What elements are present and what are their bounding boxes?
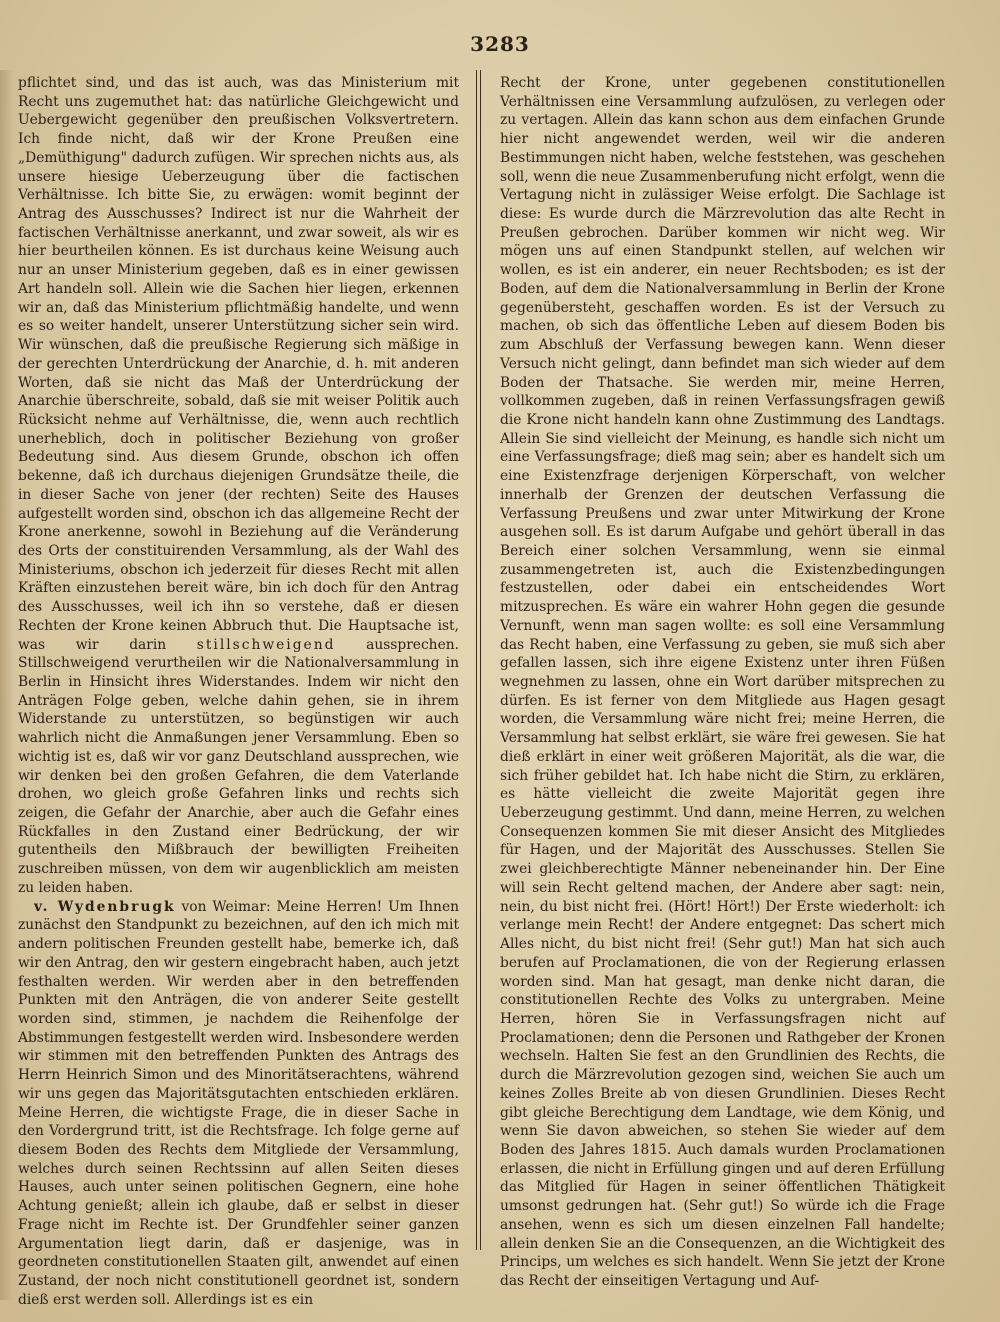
paragraph xyxy=(18,898,459,1310)
paragraph xyxy=(500,74,945,1291)
left-column xyxy=(18,74,459,1309)
paragraph-text: pflichtet sind, und das ist auch, was das Ministerium mit Recht uns zugemuthet hat: das natürliche Gleichgewicht und Uebergewicht gegenüber den preußischen Volksvertretern. Ich finde nicht, daß wir der Krone Preußen eine „Demüthigung" dadurch zufügen. Wir sprechen nichts aus, als unsere hiesige Ueberzeugung über die factischen Verhältnisse. Ich bitte Sie, zu erwägen: womit beginnt der Antrag des Ausschusses? Indirect ist nur die Wahrheit der factischen Verhältnisse anerkannt, und zwar soweit, als wir es hier beurtheilen können. Es ist durchaus keine Weisung auch nur an unser Ministerium gegeben, daß es in einer gewissen Art handeln soll. Allein wie die Sachen hier liegen, erkennen wir an, daß das Ministerium pflichtmäßig handelte, und wenn es so weiter handelt, unserer Unterstützung sicher sein wird. Wir wünschen, daß die preußische Regierung sich mäßige in der gerechten Unterdrückung der Anarchie, d. h. mit anderen Worten, daß sie nicht das Maß der Unterdrückung der Anarchie überschreite, sobald, daß sie mit weiser Politik auch Rücksicht nehme auf Verhältnisse, die, wenn auch rechtlich unerheblich, doch in politischer Beziehung von großer Bedeutung sind. Aus diesem Grunde, obschon ich offen bekenne, daß ich durchaus diejenigen Grundsätze theile, die in dieser Sache von jener (der rechten) Seite des Hauses aufgestellt worden sind, obschon ich das allgemeine Recht der Krone anerkenne, sowohl in Beziehung auf die Veränderung des Orts der constituirenden Versammlung, als der Wahl des Ministeriums, obschon ich jederzeit für dieses Recht mit allen Kräften einzustehen bereit wäre, bin ich doch für den Antrag des Ausschusses, weil ich ihn so verstehe, daß er diesen Rechten der Krone keinen Abbruch thut. Die Hauptsache ist, was wir darin xyxy=(18,75,459,653)
paragraph-text: Recht der Krone, unter gegebenen constitutionellen Verhältnissen eine Versammlung aufzulösen, zu verlegen oder zu vertagen. Allein das kann schon aus dem einfachen Grunde hier nicht angewendet werden, weil wir die anderen Bestimmungen nicht haben, welche feststehen, was geschehen soll, wenn die neue Zusammenberufung nicht erfolgt, wenn die Vertagung nicht in zulässiger Weise erfolgt. Die Sachlage ist diese: Es wurde durch die Märzrevolution das alte Recht in Preußen gebrochen. Darüber kommen wir nicht weg. Wir mögen uns auf einen Standpunkt stellen, auf welchen wir wollen, es ist ein anderer, ein neuer Rechtsboden; es ist der Boden, auf dem die Nationalversammlung in Berlin der Krone gegenübersteht, geschaffen worden. Es ist der Versuch zu machen, ob sich das öffentliche Leben auf diesem Boden bis zum Abschluß der Verfassung bewegen kann. Wenn dieser Versuch nicht gelingt, dann befindet man sich wieder auf dem Boden der Thatsache. Sie werden mir, meine Herren, vollkommen zugeben, daß in reinen Verfassungsfragen gewiß die Krone nicht handeln kann ohne Zustimmung des Landtags. Allein Sie sind vielleicht der Meinung, es handle sich nicht um eine Verfassungsfrage; dieß mag sein; aber es handelt sich um eine Existenzfrage derjenigen Körperschaft, von welcher innerhalb der Grenzen der deutschen Verfassung die Verfassung Preußens und zwar unter Mitwirkung der Krone ausgehen soll. Es ist darum Aufgabe und gehört überall in das Bereich einer solchen Versammlung, wenn sie einmal zusammengetreten ist, auch die Existenzbedingungen festzustellen, oder dabei ein entscheidendes Wort mitzusprechen. Es wäre ein wahrer Hohn gegen die gesunde Vernunft, wenn man sagen wollte: es soll eine Versammlung das Recht haben, eine Verfassung zu geben, sie muß sich aber gefallen lassen, sich ihre eigene Existenz unter ihren Füßen wegnehmen zu lassen, ohne ein Wort darüber mitsprechen zu dürfen. Es ist ferner von dem Mitgliede aus Hagen gesagt worden, die Versammlung wäre nicht frei; meine Herren, die Versammlung hat selbst erklärt, sie wäre frei gewesen. Sie hat dieß erklärt in einer weit größeren Majorität, als die war, die sich früher gebildet hat. Ich habe nicht die Stirn, zu erklären, es hätte vielleicht die zweite Majorität gegen ihre Ueberzeugung gestimmt. Und dann, meine Herren, zu welchen Consequenzen kommen Sie mit dieser Ansicht des Mitgliedes für Hagen, und der Majorität des Ausschusses. Stellen Sie zwei gleichberechtigte Männer nebeneinander hin. Der Eine will sein Recht geltend machen, der Andere aber sagt: nein, nein, du bist nicht frei. (Hört! Hört!) Der Erste wiederholt: ich verlange mein Recht! der Andere entgegnet: Das schert mich Alles nicht, du bist nicht frei! (Sehr gut!) Man hat sich auch berufen auf Proclamationen, die von der Regierung erlassen worden sind. Man hat gesagt, man denke nicht daran, die constitutionellen Rechte des Volks zu untergraben. Meine Herren, hören Sie in Verfassungsfragen nicht auf Proclamationen; denn die Personen und Rathgeber der Kronen wechseln. Halten Sie fest an den Grundlinien des Rechts, die durch die Märzrevolution gezogen sind, weichen Sie auch um keines Zolles Breite ab von diesen Grundlinien. Dieses Recht gibt gleiche Berechtigung dem Landtage, wie dem König, und wenn Sie davon abweichen, so stehen Sie wieder auf dem Boden des Jahres 1815. Auch damals wurden Proclamationen erlassen, die nicht in Erfüllung gingen und auf deren Erfüllung das Mitglied für Hagen in seiner öffentlichen Thätigkeit umsonst gedrungen hat. (Sehr gut!) So würde ich die Frage ansehen, wenn es sich um diesen einzelnen Fall handelte; allein denken Sie an die Consequenzen, an die Wichtigkeit des Princips, um welches es sich handelt. Wenn Sie jetzt der Krone das Recht der einseitigen Vertagung und Auf- xyxy=(500,75,945,1289)
paragraph-text: von Weimar: Meine Herren! Um Ihnen zunächst den Standpunkt zu bezeichnen, auf den ich mich mit andern politischen Freunden gestellt habe, bemerke ich, daß wir den Antrag, den wir gestern eingebracht haben, auch jetzt festhalten werden. Wir werden aber in den betreffenden Punkten mit den Anträgen, die von anderer Seite gestellt worden sind, stimmen, je nachdem die Reihenfolge der Abstimmungen festgestellt werden wird. Insbesondere werden wir stimmen mit den betreffenden Punkten des Antrags des Herrn Heinrich Simon und des Minoritätserachtens, während wir uns gegen das Majoritätsgutachten entschieden erklären. Meine Herren, die wichtigste Frage, die in dieser Sache in den Vordergrund tritt, ist die Rechtsfrage. Ich folge gerne auf diesem Boden des Rechts dem Mitgliede der Versammlung, welches durch seinen Rechtssinn auf allen Seiten dieses Hauses, auch unter seinen politischen Gegnern, eine hohe Achtung genießt; allein ich glaube, daß er selbst in dieser Frage nicht im Rechte ist. Der Grundfehler seiner ganzen Argumentation liegt darin, daß er dasjenige, was in geordneten constitutionellen Staaten gilt, anwendet auf einen Zustand, der noch nicht constitutionell geordnet ist, sondern dieß erst werden soll. Allerdings ist es ein xyxy=(18,898,460,1308)
binding-shadow xyxy=(0,70,14,1300)
right-column xyxy=(500,74,945,1291)
paragraph xyxy=(18,74,459,898)
column-divider xyxy=(476,70,481,1250)
page-number: 3283 xyxy=(470,32,530,56)
speaker-name: v. Wydenbrugk xyxy=(34,898,176,915)
emphasized-word: stillschweigend xyxy=(196,636,336,653)
paragraph-text: aussprechen. Stillschweigend verurtheilen wir die Nationalversammlung in Berlin in Hinsicht ihres Widerstandes. Indem wir nicht den Anträgen Folge geben, welche dahin gehen, sie in ihrem Widerstande zu unterstützen, so begünstigen wir auch wahrlich nicht die Anmaßungen jener Versammlung. Eben so wichtig ist es, daß wir vor ganz Deutschland aussprechen, wie wir denken bei den großen Gefahren, die dem Vaterlande drohen, wo gleich große Gefahren links und rechts sich zeigen, die Gefahr der Anarchie, aber auch die Gefahr eines Rückfalles in den Zustand einer Bedrückung, der wir gutentheils den Mißbrauch der bewilligten Freiheiten zuschreiben müssen, von dem wir augenblicklich am meisten zu leiden haben. xyxy=(18,636,460,896)
